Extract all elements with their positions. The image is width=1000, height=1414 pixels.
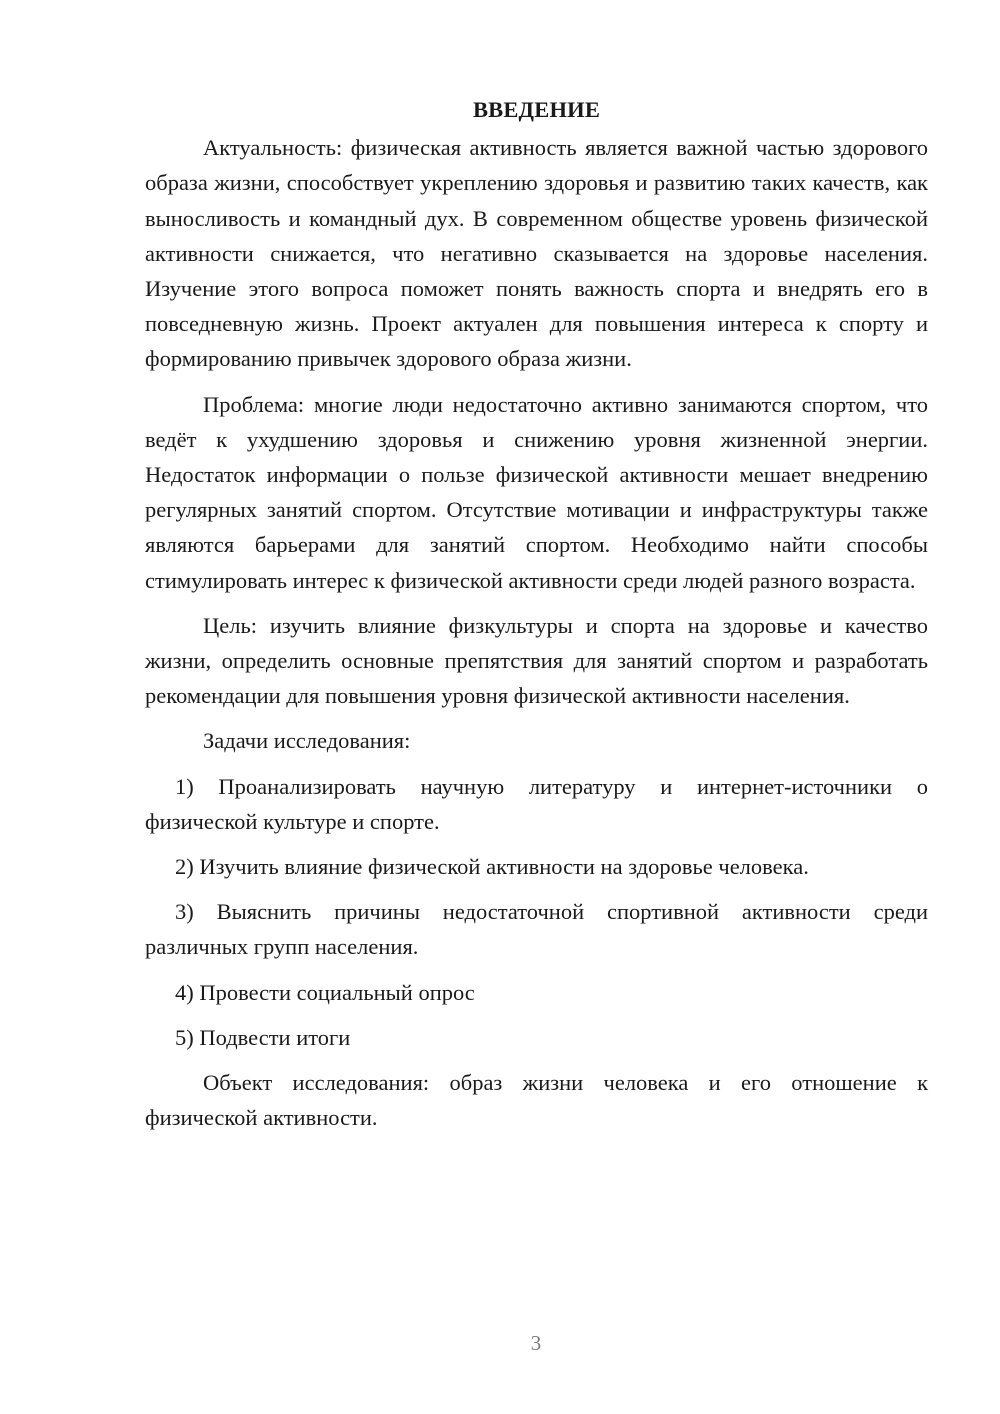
object-paragraph: Объект исследования: образ жизни человека и его отношение к физической активности. — [145, 1070, 928, 1131]
task-item: 2) Изучить влияние физической активности на здоровье человека. — [175, 854, 809, 880]
goal-paragraph: Цель: изучить влияние физкультуры и спорта на здоровье и качество жизни, определить основные препятствия для занятий спортом и разработать рекомендации для повышения уровня физической активности населения. — [145, 612, 928, 709]
page-content — [145, 92, 928, 1145]
task-item: 1) Проанализировать научную литературу и интернет-источники о физической культуре и спорте. — [145, 773, 928, 834]
tasks-heading: Задачи исследования: — [203, 728, 411, 754]
task-item: 5) Подвести итоги — [175, 1024, 351, 1050]
task-item: 4) Провести социальный опрос — [175, 979, 475, 1005]
relevance-paragraph: Актуальность: физическая активность является важной частью здорового образа жизни, способствует укреплению здоровья и развитию таких качеств, как выносливость и командный дух. В современном обществе уровень физической активности снижается, что негативно сказывается на здоровье населения. Изучение этого вопроса поможет понять важность спорта и внедрять его в повседневную жизнь. Проект актуален для повышения интереса к спорту и формированию привычек здорового образа жизни. — [145, 135, 928, 372]
problem-paragraph: Проблема: многие люди недостаточно активно занимаются спортом, что ведёт к ухудшению здоровья и снижению уровня жизненной энергии. Недостаток информации о пользе физической активности мешает внедрению регулярных занятий спортом. Отсутствие мотивации и инфраструктуры также являются барьерами для занятий спортом. Необходимо найти способы стимулировать интерес к физической активности среди людей разного возраста. — [145, 391, 928, 593]
section-title: ВВЕДЕНИЕ — [472, 97, 601, 122]
page-number: 3 — [530, 1331, 542, 1355]
task-item: 3) Выяснить причины недостаточной спортивной активности среди различных групп населения. — [145, 899, 928, 960]
